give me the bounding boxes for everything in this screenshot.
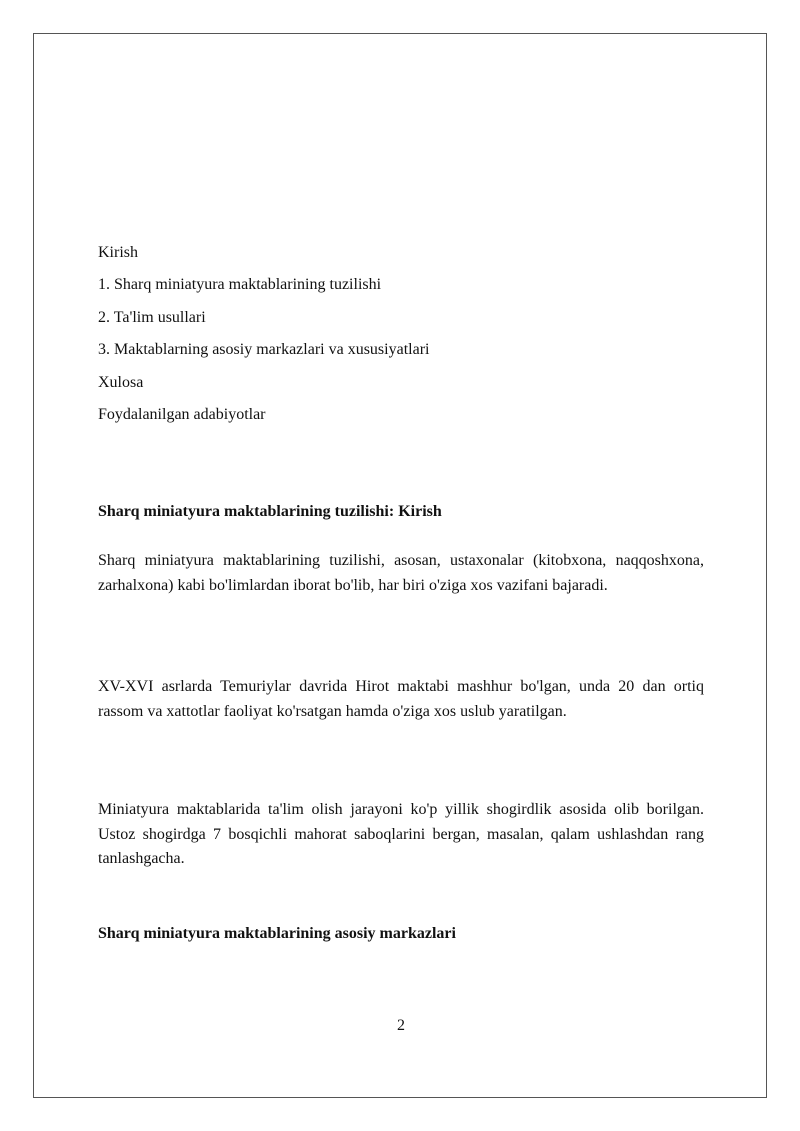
toc-item-kirish: Kirish — [98, 244, 138, 261]
toc-item-xulosa: Xulosa — [98, 374, 144, 391]
toc-item-references: Foydalanilgan adabiyotlar — [98, 406, 266, 423]
paragraph: XV-XVI asrlarda Temuriylar davrida Hirot maktabi mashhur bo'lgan, unda 20 dan ortiq rassom va xattotlar faoliyat ko'rsatgan hamda o'ziga xos uslub yaratilgan. — [98, 678, 704, 720]
paragraph: Sharq miniatyura maktablarining tuzilishi, asosan, ustaxonalar (kitobxona, naqqoshxona, zarhalxona) kabi bo'limlardan iborat bo'lib, har biri o'ziga xos vazifani bajaradi. — [98, 552, 704, 594]
paragraph: Miniatyura maktablarida ta'lim olish jarayoni ko'p yillik shogirdlik asosida olib borilgan. Ustoz shogirdga 7 bosqichli mahorat saboqlarini bergan, masalan, qalam ushlashdan rang tanlashgacha. — [98, 801, 704, 867]
section-heading-intro: Sharq miniatyura maktablarining tuzilishi: Kirish — [98, 503, 442, 520]
toc-item-2: 2. Ta'lim usullari — [98, 309, 206, 326]
document-page — [33, 33, 767, 1098]
toc-item-3: 3. Maktablarning asosiy markazlari va xususiyatlari — [98, 341, 430, 358]
page-number: 2 — [397, 1017, 405, 1034]
toc-item-1: 1. Sharq miniatyura maktablarining tuzilishi — [98, 276, 382, 293]
section-heading-centers: Sharq miniatyura maktablarining asosiy markazlari — [98, 925, 456, 942]
